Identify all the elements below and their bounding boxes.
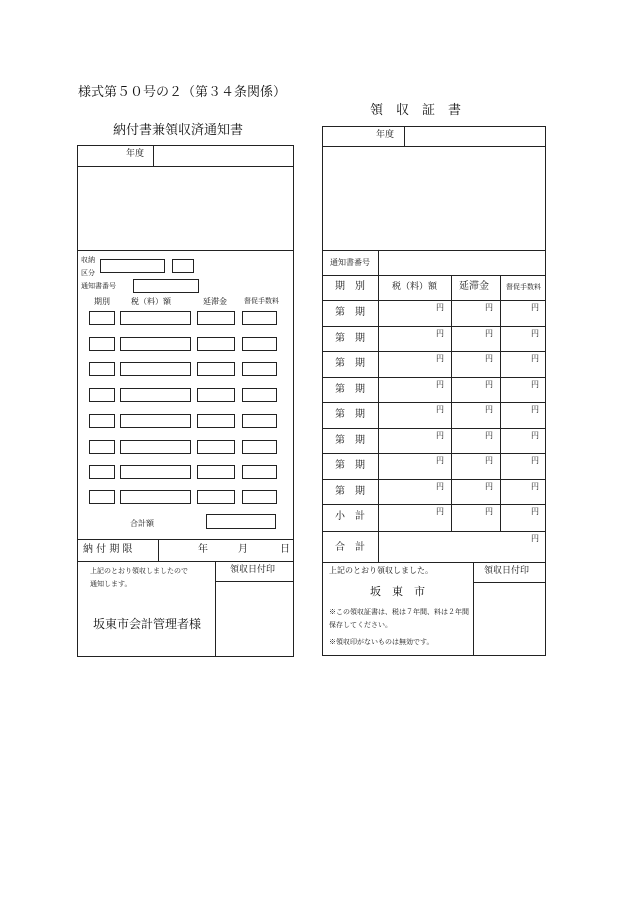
left-header-period: 期別	[94, 297, 110, 306]
right-row-2-period-label: 第 期	[335, 333, 365, 344]
left-row-3-late-fee-box	[197, 362, 235, 376]
left-header-late-fee: 延滞金	[203, 297, 227, 306]
right-notice-cell-divider	[378, 250, 379, 275]
right-row-1-yen-3: 円	[531, 303, 539, 312]
right-row-7-period-label: 第 期	[335, 460, 365, 471]
right-row-7-yen-3: 円	[531, 456, 539, 465]
left-address-area-divider	[77, 250, 294, 251]
right-subtotal-yen-3: 円	[531, 507, 539, 516]
left-row-2-late-fee-box	[197, 337, 235, 351]
right-row-6-yen-2: 円	[485, 431, 493, 440]
left-row-6-period-box	[89, 440, 115, 454]
right-row-8-yen-1: 円	[436, 482, 444, 491]
right-row-8-period-label: 第 期	[335, 486, 365, 497]
left-shuno-kubun-field	[100, 259, 165, 273]
left-row-3-period-box	[89, 362, 115, 376]
left-row-1-reminder-fee-box	[242, 311, 277, 325]
right-row-divider-2	[322, 351, 546, 352]
right-note-1: ※この領収証書は、税は７年間、料は２年間	[329, 608, 469, 616]
right-header-row-bottom	[322, 300, 546, 301]
left-total-label: 合計額	[130, 519, 154, 528]
left-row-1-tax-box	[120, 311, 191, 325]
right-row-7-yen-2: 円	[485, 456, 493, 465]
right-row-2-yen-2: 円	[485, 329, 493, 338]
right-year-cell-divider	[404, 126, 405, 146]
right-form-title: 領 収 証 書	[370, 103, 462, 118]
right-notice-row-bottom	[322, 275, 546, 276]
left-year-label: 年度	[126, 149, 145, 159]
left-row-6-reminder-fee-box	[242, 440, 277, 454]
right-stamp-label: 領収日付印	[484, 566, 530, 576]
left-row-5-tax-box	[120, 414, 191, 428]
left-addressee: 坂東市会計管理者様	[93, 617, 202, 631]
right-col-divider-1	[378, 275, 379, 531]
left-due-cell-divider	[158, 539, 159, 561]
left-year-row-divider	[77, 166, 294, 167]
right-total-row-bottom	[322, 562, 546, 563]
left-stamp-header-divider	[215, 581, 294, 582]
right-row-1-yen-2: 円	[485, 303, 493, 312]
right-row-3-yen-2: 円	[485, 354, 493, 363]
left-form-title: 納付書兼領収済通知書	[113, 123, 244, 138]
right-row-1-yen-1: 円	[436, 303, 444, 312]
left-month-unit: 月	[238, 544, 248, 555]
right-row-2-yen-3: 円	[531, 329, 539, 338]
left-row-2-reminder-fee-box	[242, 337, 277, 351]
left-notice-no-label: 通知書番号	[81, 282, 116, 290]
right-address-area-divider	[322, 250, 546, 251]
right-row-3-yen-1: 円	[436, 354, 444, 363]
left-year-unit: 年	[198, 544, 208, 555]
left-row-6-late-fee-box	[197, 440, 235, 454]
right-receipt-message: 上記のとおり領収しました。	[329, 566, 433, 575]
right-row-divider-5	[322, 428, 546, 429]
right-total-row-top	[322, 531, 546, 532]
right-row-6-period-label: 第 期	[335, 435, 365, 446]
left-row-8-period-box	[89, 490, 115, 504]
left-row-8-reminder-fee-box	[242, 490, 277, 504]
left-row-6-tax-box	[120, 440, 191, 454]
right-row-divider-3	[322, 377, 546, 378]
left-day-unit: 日	[280, 544, 290, 555]
right-row-4-yen-3: 円	[531, 380, 539, 389]
left-row-4-tax-box	[120, 388, 191, 402]
left-row-7-late-fee-box	[197, 465, 235, 479]
left-row-2-period-box	[89, 337, 115, 351]
left-header-tax: 税（料）額	[131, 297, 171, 306]
left-row-4-late-fee-box	[197, 388, 235, 402]
right-row-4-period-label: 第 期	[335, 384, 365, 395]
left-row-5-period-box	[89, 414, 115, 428]
left-due-label: 納 付 期 限	[83, 544, 133, 555]
right-row-5-yen-3: 円	[531, 405, 539, 414]
right-row-5-yen-1: 円	[436, 405, 444, 414]
left-row-4-period-box	[89, 388, 115, 402]
left-row-5-reminder-fee-box	[242, 414, 277, 428]
right-subtotal-yen-2: 円	[485, 507, 493, 516]
left-row-3-reminder-fee-box	[242, 362, 277, 376]
right-row-7-yen-1: 円	[436, 456, 444, 465]
right-row-6-yen-1: 円	[436, 431, 444, 440]
right-col-divider-2	[451, 275, 452, 531]
left-row-2-tax-box	[120, 337, 191, 351]
left-row-8-tax-box	[120, 490, 191, 504]
right-notice-no-label: 通知書番号	[330, 258, 370, 267]
form-number: 様式第５０号の２（第３４条関係）	[78, 85, 287, 100]
right-row-divider-4	[322, 402, 546, 403]
right-row-3-yen-3: 円	[531, 354, 539, 363]
left-shuno-label: 収納	[81, 256, 95, 264]
right-year-row-divider	[322, 146, 546, 147]
right-note-2: 保存してください。	[329, 621, 392, 629]
left-receipt-message-2: 通知します。	[90, 580, 132, 588]
right-row-4-yen-1: 円	[436, 380, 444, 389]
right-header-tax: 税（料）額	[392, 282, 438, 292]
left-notice-no-field	[133, 279, 199, 293]
right-row-6-yen-3: 円	[531, 431, 539, 440]
right-row-5-period-label: 第 期	[335, 409, 365, 420]
left-year-cell-divider	[153, 145, 154, 166]
left-due-row-top	[77, 539, 294, 540]
left-row-7-tax-box	[120, 465, 191, 479]
left-row-1-period-box	[89, 311, 115, 325]
right-city: 坂 東 市	[370, 585, 425, 598]
left-receipt-message-1: 上記のとおり領収しましたので	[90, 567, 188, 575]
left-row-5-late-fee-box	[197, 414, 235, 428]
left-kubun-code-field	[172, 259, 194, 273]
left-row-7-reminder-fee-box	[242, 465, 277, 479]
right-header-late-fee: 延滞金	[459, 281, 489, 292]
left-kubun-label: 区分	[81, 269, 95, 277]
left-row-4-reminder-fee-box	[242, 388, 277, 402]
right-note-3: ※領収印がないものは無効です。	[329, 638, 434, 646]
right-header-reminder-fee: 督促手数料	[506, 283, 541, 291]
left-row-7-period-box	[89, 465, 115, 479]
left-stamp-label: 領収日付印	[230, 565, 276, 575]
right-total-label: 合 計	[335, 542, 365, 553]
right-row-8-yen-3: 円	[531, 482, 539, 491]
left-due-row-bottom	[77, 561, 294, 562]
right-header-period: 期 別	[335, 281, 365, 292]
right-subtotal-yen-1: 円	[436, 507, 444, 516]
right-row-3-period-label: 第 期	[335, 358, 365, 369]
left-row-1-late-fee-box	[197, 311, 235, 325]
right-year-label: 年度	[376, 130, 395, 140]
right-stamp-divider	[473, 562, 474, 656]
right-total-cell-divider	[378, 531, 379, 562]
left-row-3-tax-box	[120, 362, 191, 376]
right-row-4-yen-2: 円	[485, 380, 493, 389]
left-row-8-late-fee-box	[197, 490, 235, 504]
left-header-reminder-fee: 督促手数料	[244, 297, 279, 305]
right-row-5-yen-2: 円	[485, 405, 493, 414]
right-row-8-yen-2: 円	[485, 482, 493, 491]
right-row-divider-7	[322, 479, 546, 480]
right-row-divider-1	[322, 326, 546, 327]
right-row-2-yen-1: 円	[436, 329, 444, 338]
right-row-1-period-label: 第 期	[335, 307, 365, 318]
left-stamp-divider	[215, 561, 216, 657]
right-row-divider-8	[322, 504, 546, 505]
right-subtotal-label: 小 計	[335, 511, 365, 522]
right-row-divider-6	[322, 453, 546, 454]
left-total-field	[206, 514, 276, 529]
right-col-divider-3	[500, 275, 501, 531]
right-stamp-header-divider	[473, 582, 546, 583]
right-total-yen: 円	[531, 534, 539, 543]
